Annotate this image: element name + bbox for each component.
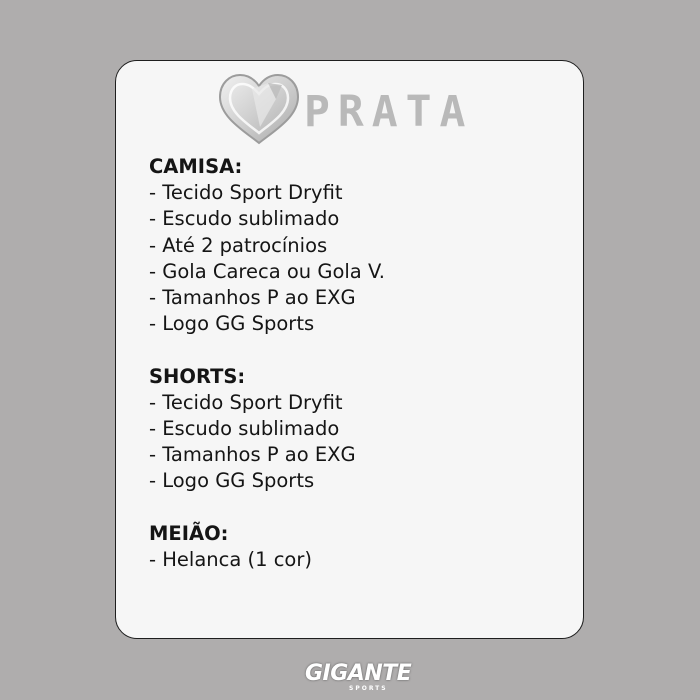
section-title: MEIÃO: — [149, 521, 229, 545]
list-item: - Escudo sublimado — [149, 417, 340, 441]
list-item: - Escudo sublimado — [149, 207, 340, 231]
list-item: - Tecido Sport Dryfit — [149, 390, 343, 414]
footer-logo-text: GIGANTE — [305, 661, 412, 686]
brand-header — [216, 67, 516, 149]
list-item: - Tecido Sport Dryfit — [149, 181, 343, 205]
product-card — [115, 60, 584, 639]
shield-heart-icon — [216, 69, 302, 147]
section-shorts — [149, 364, 385, 495]
section-title: CAMISA: — [149, 155, 243, 178]
list-item: - Helanca (1 cor) — [149, 548, 312, 572]
list-item: - Tamanhos P ao EXG — [149, 286, 356, 310]
brand-name: PRATA — [304, 87, 474, 137]
list-item: - Logo GG Sports — [149, 312, 315, 336]
footer-logo-subtext: SPORTS — [349, 685, 388, 692]
list-item: - Até 2 patrocínios — [149, 233, 328, 257]
section-camisa — [149, 154, 385, 337]
footer-logo — [305, 661, 412, 695]
list-item: - Tamanhos P ao EXG — [149, 443, 356, 467]
section-title: SHORTS: — [149, 364, 246, 388]
section-meiao — [149, 521, 385, 573]
list-item: - Logo GG Sports — [149, 469, 315, 493]
spec-list — [149, 154, 385, 599]
list-item: - Gola Careca ou Gola V. — [149, 259, 385, 283]
